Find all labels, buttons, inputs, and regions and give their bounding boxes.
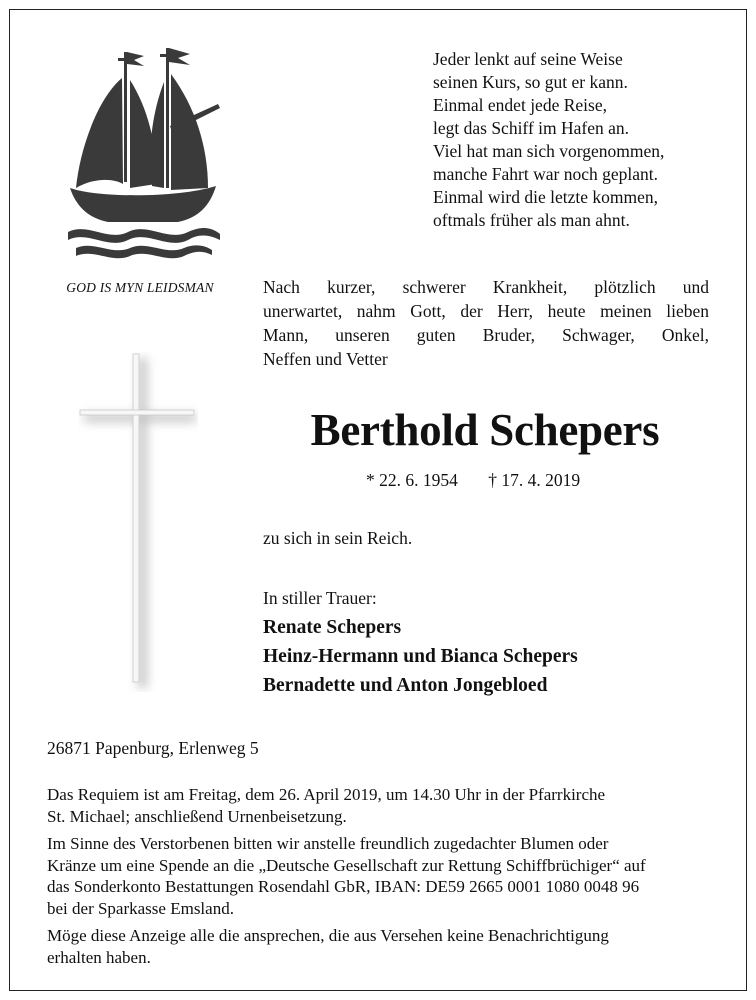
- note-line: Das Requiem ist am Freitag, dem 26. April 2019, um 14.30 Uhr in der Pfarrkirche: [47, 785, 606, 804]
- note-line: Möge diese Anzeige alle die ansprechen, die aus Versehen keine Benachrichtigung: [47, 926, 609, 945]
- mourner: Heinz-Hermann und Bianca Schepers: [263, 646, 578, 667]
- poem-line: manche Fahrt war noch geplant.: [433, 164, 658, 184]
- intro-line: Nach kurzer, schwerer Krankheit, plötzlich und: [263, 277, 709, 297]
- death-date: † 17. 4. 2019: [488, 470, 581, 490]
- cross-icon: [78, 352, 198, 692]
- poem-line: legt das Schiff im Hafen an.: [433, 118, 630, 138]
- notes: [47, 778, 709, 974]
- intro-text: [263, 275, 709, 371]
- poem-line: seinen Kurs, so gut er kann.: [433, 72, 628, 92]
- intro-line: Neffen und Vetter: [263, 349, 388, 369]
- deceased-name: Berthold Schepers: [310, 405, 660, 455]
- mourning-label: In stiller Trauer:: [263, 588, 377, 608]
- mourners-list: [263, 613, 578, 700]
- closing-text: zu sich in sein Reich.: [263, 528, 413, 548]
- mourner: Renate Schepers: [263, 617, 402, 638]
- note-line: Im Sinne des Verstorbenen bitten wir anstelle freundlich zugedachter Blumen oder: [47, 834, 609, 853]
- birth-date: * 22. 6. 1954: [366, 470, 458, 490]
- life-dates: [366, 470, 580, 491]
- sailing-ship-icon: [58, 38, 228, 266]
- motto: GOD IS MYN LEIDSMAN: [66, 280, 214, 295]
- poem-line: Jeder lenkt auf seine Weise: [433, 49, 623, 69]
- intro-line: Mann, unseren guten Bruder, Schwager, Onkel,: [263, 325, 709, 345]
- note-line: St. Michael; anschließend Urnenbeisetzung.: [47, 806, 347, 826]
- poem-line: Einmal wird die letzte kommen,: [433, 187, 659, 207]
- poem-line: Viel hat man sich vorgenommen,: [433, 141, 665, 161]
- poem: [433, 48, 664, 232]
- note-line: bei der Sparkasse Emsland.: [47, 898, 234, 918]
- note-line: Kränze um eine Spende an die „Deutsche Gesellschaft zur Rettung Schiffbrüchiger“ auf: [47, 855, 646, 875]
- poem-line: oftmals früher als man ahnt.: [433, 210, 630, 230]
- note-line: das Sonderkonto Bestattungen Rosendahl GbR, IBAN: DE59 2665 0001 1080 0048 96: [47, 877, 640, 896]
- intro-line: unerwartet, nahm Gott, der Herr, heute meinen lieben: [263, 301, 709, 321]
- address: 26871 Papenburg, Erlenweg 5: [47, 738, 259, 758]
- poem-line: Einmal endet jede Reise,: [433, 95, 607, 115]
- note-line: erhalten haben.: [47, 947, 151, 967]
- mourner: Bernadette und Anton Jongebloed: [263, 675, 548, 696]
